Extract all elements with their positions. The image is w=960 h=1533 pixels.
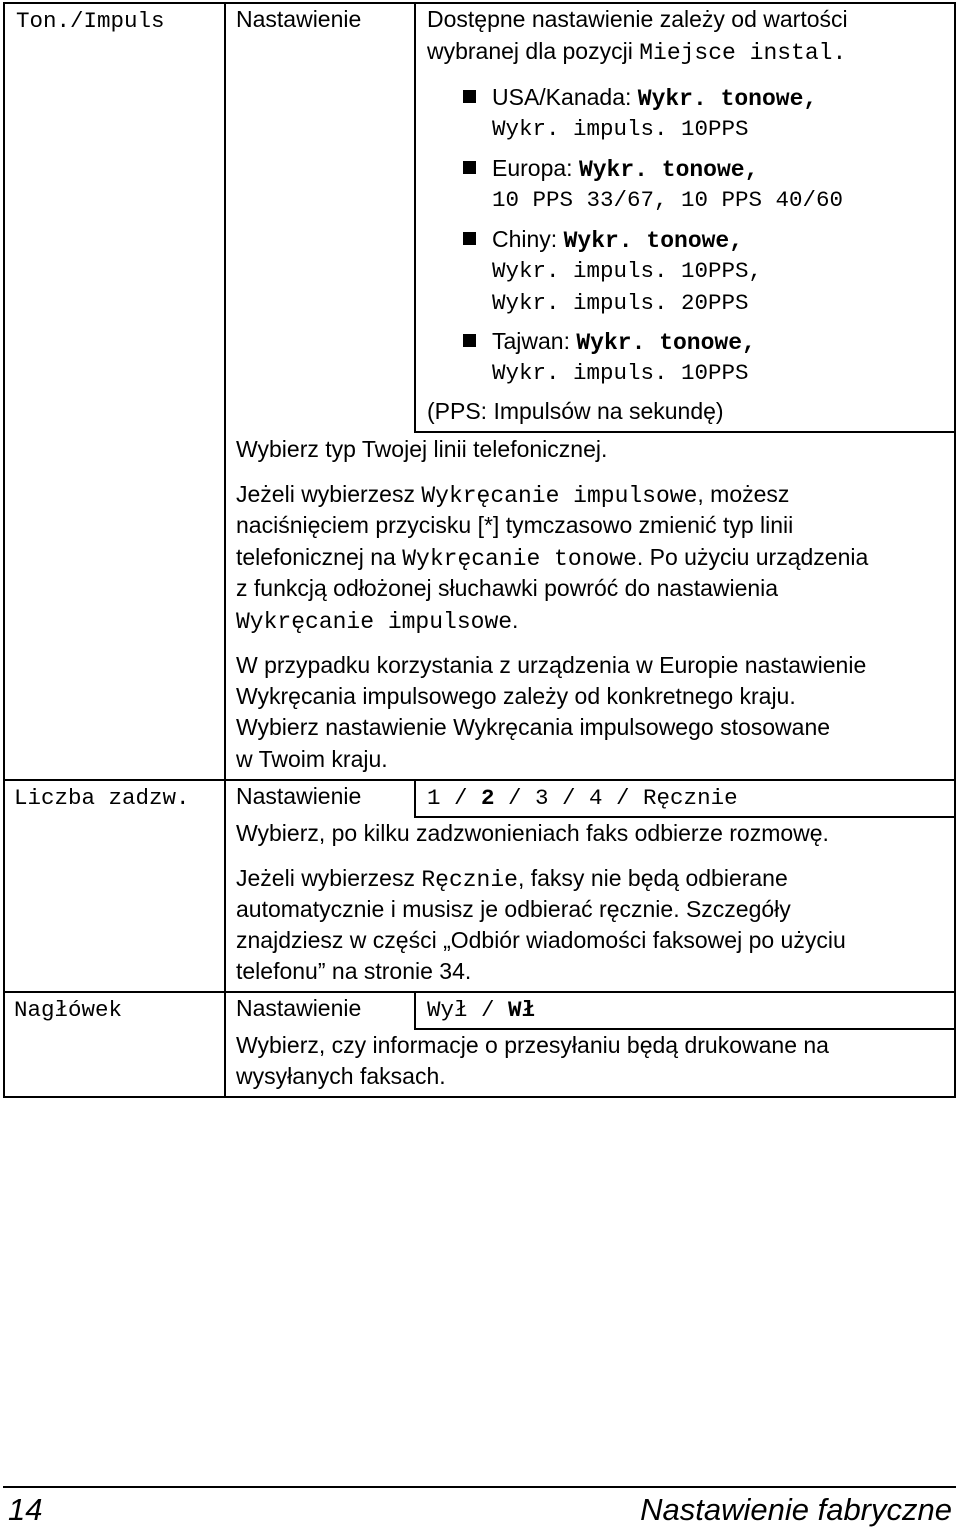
column-divider [224,2,226,1098]
text-line: wysyłanych faksach. [236,1063,446,1089]
value-span: Wył / [427,997,509,1023]
text-span: , możesz [697,481,790,507]
footer-rule [3,1486,956,1488]
section-title: Nastawienie fabryczne [640,1492,952,1527]
option-line: Wykr. impuls. 10PPS [492,360,749,386]
list-item [492,82,817,115]
text-span: telefonicznej na [236,544,403,570]
region-label: Tajwan: [492,328,577,354]
text-line: znajdziesz w części „Odbiór wiadomości faksowej po użyciu [236,927,846,953]
value-span: 1 / [427,785,482,811]
header-values [427,995,535,1026]
row-label-dial: Ton./Impuls [16,8,165,34]
list-item [492,224,743,257]
option-name: Ręcznie [421,867,518,893]
text-line [427,36,846,69]
default-value: 2 [481,785,495,811]
text-span: Jeżeli wybierzesz [236,865,422,891]
text-line [236,479,789,512]
option-name: Wykręcanie tonowe [402,546,637,572]
text-line: W przypadku korzystania z urządzenia w Europie nastawienie [236,652,867,678]
text-line [236,605,518,638]
bullet-icon [463,90,476,103]
text-span: . Po użyciu urządzenia [636,544,869,570]
ring-values [427,783,738,814]
menu-path: Miejsce instal. [639,40,847,66]
cell-divider [414,2,416,432]
default-option: Wykr. tonowe, [578,157,759,183]
text-span: . [512,607,519,633]
option-name: Wykręcanie impulsowe [421,483,698,509]
region-label: Chiny: [492,226,564,252]
text-span: , faksy nie będą odbierane [517,865,788,891]
text-span: wybranej dla pozycji [427,38,640,64]
page-number: 14 [8,1492,43,1527]
bullet-icon [463,161,476,174]
region-label: Europa: [492,155,579,181]
option-line: Wykr. impuls. 10PPS, [492,258,763,284]
text-line: naciśnięciem przycisku [*] tymczasowo zmienić typ linii [236,512,794,538]
option-line: Wykr. impuls. 10PPS [492,116,749,142]
list-item [492,153,758,186]
table-border-left [3,2,5,1098]
text-line: w Twoim kraju. [236,746,388,772]
text-line: z funkcją odłożonej słuchawki powróć do nastawienia [236,575,779,601]
text-line [236,863,788,896]
cell-divider [414,431,956,433]
bullet-icon [463,334,476,347]
row-label-header: Nagłówek [14,997,123,1023]
text-line [236,542,868,575]
option-name: Wykręcanie impulsowe [236,609,513,635]
pps-note: (PPS: Impulsów na sekundę) [427,398,724,424]
default-option: Wykr. tonowe, [563,228,744,254]
ring-choose-text: Wybierz, po kilku zadzwonieniach faks odbierze rozmowę. [236,820,829,846]
table-border-right [954,2,956,1098]
cell-divider [414,991,416,1029]
row-divider [3,779,956,781]
default-option: Wykr. tonowe, [576,330,756,356]
text-line: telefonu” na stronie 34. [236,958,472,984]
row-label-ring: Liczba zadzw. [14,785,190,811]
setting-label: Nastawienie [236,995,362,1021]
option-line: Wykr. impuls. 20PPS [492,290,749,316]
table-border-bottom [3,1096,956,1098]
row-divider [3,991,956,993]
default-option: Wykr. tonowe, [637,86,818,112]
text-line: Wykręcania impulsowego zależy od konkretnego kraju. [236,683,796,709]
text-line: Wybierz nastawienie Wykręcania impulsowego stosowane [236,714,831,740]
region-label: USA/Kanada: [492,84,638,110]
dial-choose-text: Wybierz typ Twojej linii telefonicznej. [236,436,608,462]
default-value: Wł [508,997,536,1023]
text-line: Wybierz, czy informacje o przesyłaniu będą drukowane na [236,1032,829,1058]
cell-divider [414,779,416,817]
value-span: / 3 / 4 / Ręcznie [494,785,738,811]
text-line: Dostępne nastawienie zależy od wartości [427,6,848,32]
option-line: 10 PPS 33/67, 10 PPS 40/60 [492,187,844,213]
list-item [492,326,756,359]
setting-label: Nastawienie [236,783,362,809]
text-span: Jeżeli wybierzesz [236,481,422,507]
bullet-icon [463,232,476,245]
text-line: automatycznie i musisz je odbierać ręcznie. Szczegóły [236,896,791,922]
setting-label: Nastawienie [236,6,362,32]
